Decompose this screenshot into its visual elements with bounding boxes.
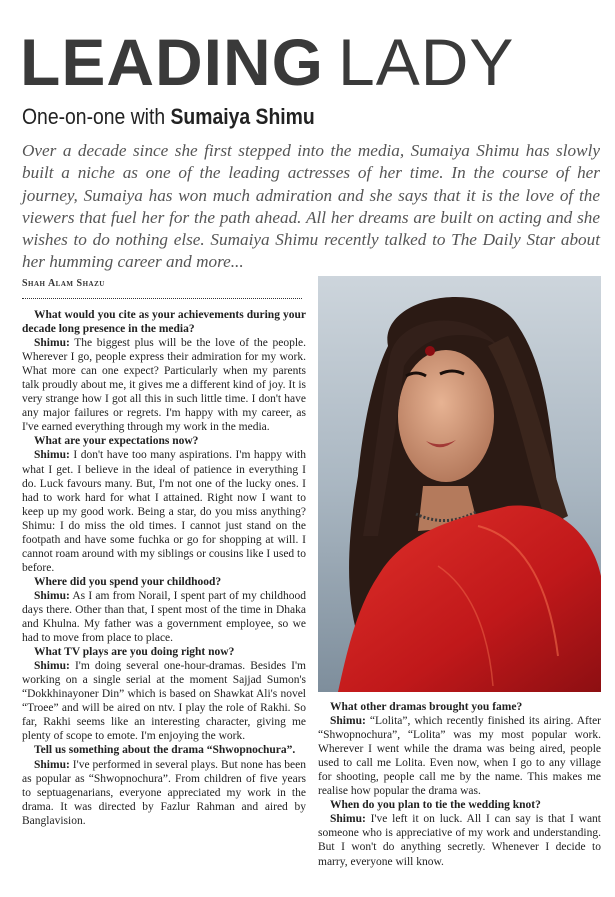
subtitle-prefix: One-on-one with [22, 104, 171, 129]
portrait-illustration [318, 276, 601, 692]
speaker-label: Shimu: [34, 660, 70, 673]
right-column [318, 700, 601, 869]
question: What are your expectations now? [34, 435, 199, 448]
answer [22, 758, 306, 828]
question: Where did you spend your childhood? [34, 575, 222, 588]
answer [22, 589, 306, 645]
answer [22, 659, 306, 743]
subtitle-name: Sumaiya Shimu [170, 104, 315, 129]
question: When do you plan to tie the wedding knot? [330, 799, 541, 812]
speaker-label: Shimu: [330, 813, 366, 826]
answer-text: I've left it on luck. All I can say is that I want someone who is appreciative of my work and understanding. But I won't do anything secretly. Whenever I decide to marry, everyone will know. [318, 813, 602, 868]
answer-text: “Lolita”, which recently finished its airing. After “Shwopnochura”, “Lolita” was my most popular work. Wherever I went while the drama was being aired, people used to call me Lolita. Even now, when I go to any village for shooting, people call me by the name. This makes me realise how popular the drama was. [318, 715, 601, 798]
answer-text: I don't have too many aspirations. I'm happy with what I get. I believe in the ideal of patience in everything I do. Luck favours many. But, I'm not one of the lucky ones. I had to work hard for what I attained. Right now I want to keep up my good work. Being a star, do you miss anything? Shimu: I do miss the old times. I cannot just stand on the footpath and have some fuchka or go for shopping at will. I cannot roam around with my siblings or cousins like I used to before. [22, 449, 307, 574]
answer [318, 812, 601, 868]
speaker-label: Shimu: [34, 589, 70, 602]
speaker-label: Shimu: [34, 758, 70, 771]
question: What would you cite as your achievements during your decade long presence in the media? [22, 309, 306, 336]
byline: Shah Alam Shazu [22, 278, 105, 289]
left-column [22, 308, 306, 828]
question: Tell us something about the drama “Shwopnochura”. [34, 744, 296, 757]
answer [22, 448, 306, 574]
answer-text: The biggest plus will be the love of the people. Wherever I go, people express their admiration for my work. What more can one expect? Particularly when my parents talk proudly about me, it gives me a different kind of joy. It is very strange how I got all this in such little time. I don't have any major failures or regrets. I'm happy with my career, as I've earned everything through my work in the media. [22, 337, 306, 434]
speaker-label: Shimu: [34, 337, 70, 350]
headline [20, 26, 514, 98]
question: What TV plays are you doing right now? [34, 646, 235, 659]
headline-bold: LEADING [20, 25, 324, 99]
intro-paragraph: Over a decade since she first stepped into the media, Sumaiya Shimu has slowly built a niche as one of the leading actresses of her time. In the course of her journey, Sumaiya has won much admiration and she says that it is the love of the viewers that fuel her for the path ahead. All her dreams are built on acting and she wishes to do nothing else. Sumaiya Shimu recently talked to The Daily Star about her humming career and more... [22, 141, 600, 272]
byline-divider [22, 298, 302, 299]
speaker-label: Shimu: [34, 449, 70, 462]
answer-text: I'm doing several one-hour-dramas. Besides I'm working on a single serial at the moment Sajjad Sumon's “Dokkhinayoner Din” which is based on Shawkat Ali's novel “Troee” and will be aired on ntv. I play the role of Rakhi. So far, Rakhi seems like an interesting character, giving me plenty of scope to emote. I'm enjoying the work. [22, 660, 306, 743]
answer [318, 714, 601, 798]
portrait-photo [318, 276, 601, 692]
answer-text: I've performed in several plays. But none has been as popular as “Shwopnochura”. From children of five years to septuagenarians, everyone appreciated my work in the drama. It was directed by Fazlur Rahman and aired by Banglavision. [22, 758, 306, 827]
answer [22, 336, 306, 434]
speaker-label: Shimu: [330, 715, 366, 728]
question: What other dramas brought you fame? [330, 701, 523, 713]
headline-light: LADY [338, 25, 515, 99]
answer-text: As I am from Norail, I spent part of my childhood days there. Other than that, I spent most of the time in Dhaka and Khulna. My father was a government employee, so we had to move from place to place. [22, 589, 306, 645]
subtitle [22, 104, 315, 130]
